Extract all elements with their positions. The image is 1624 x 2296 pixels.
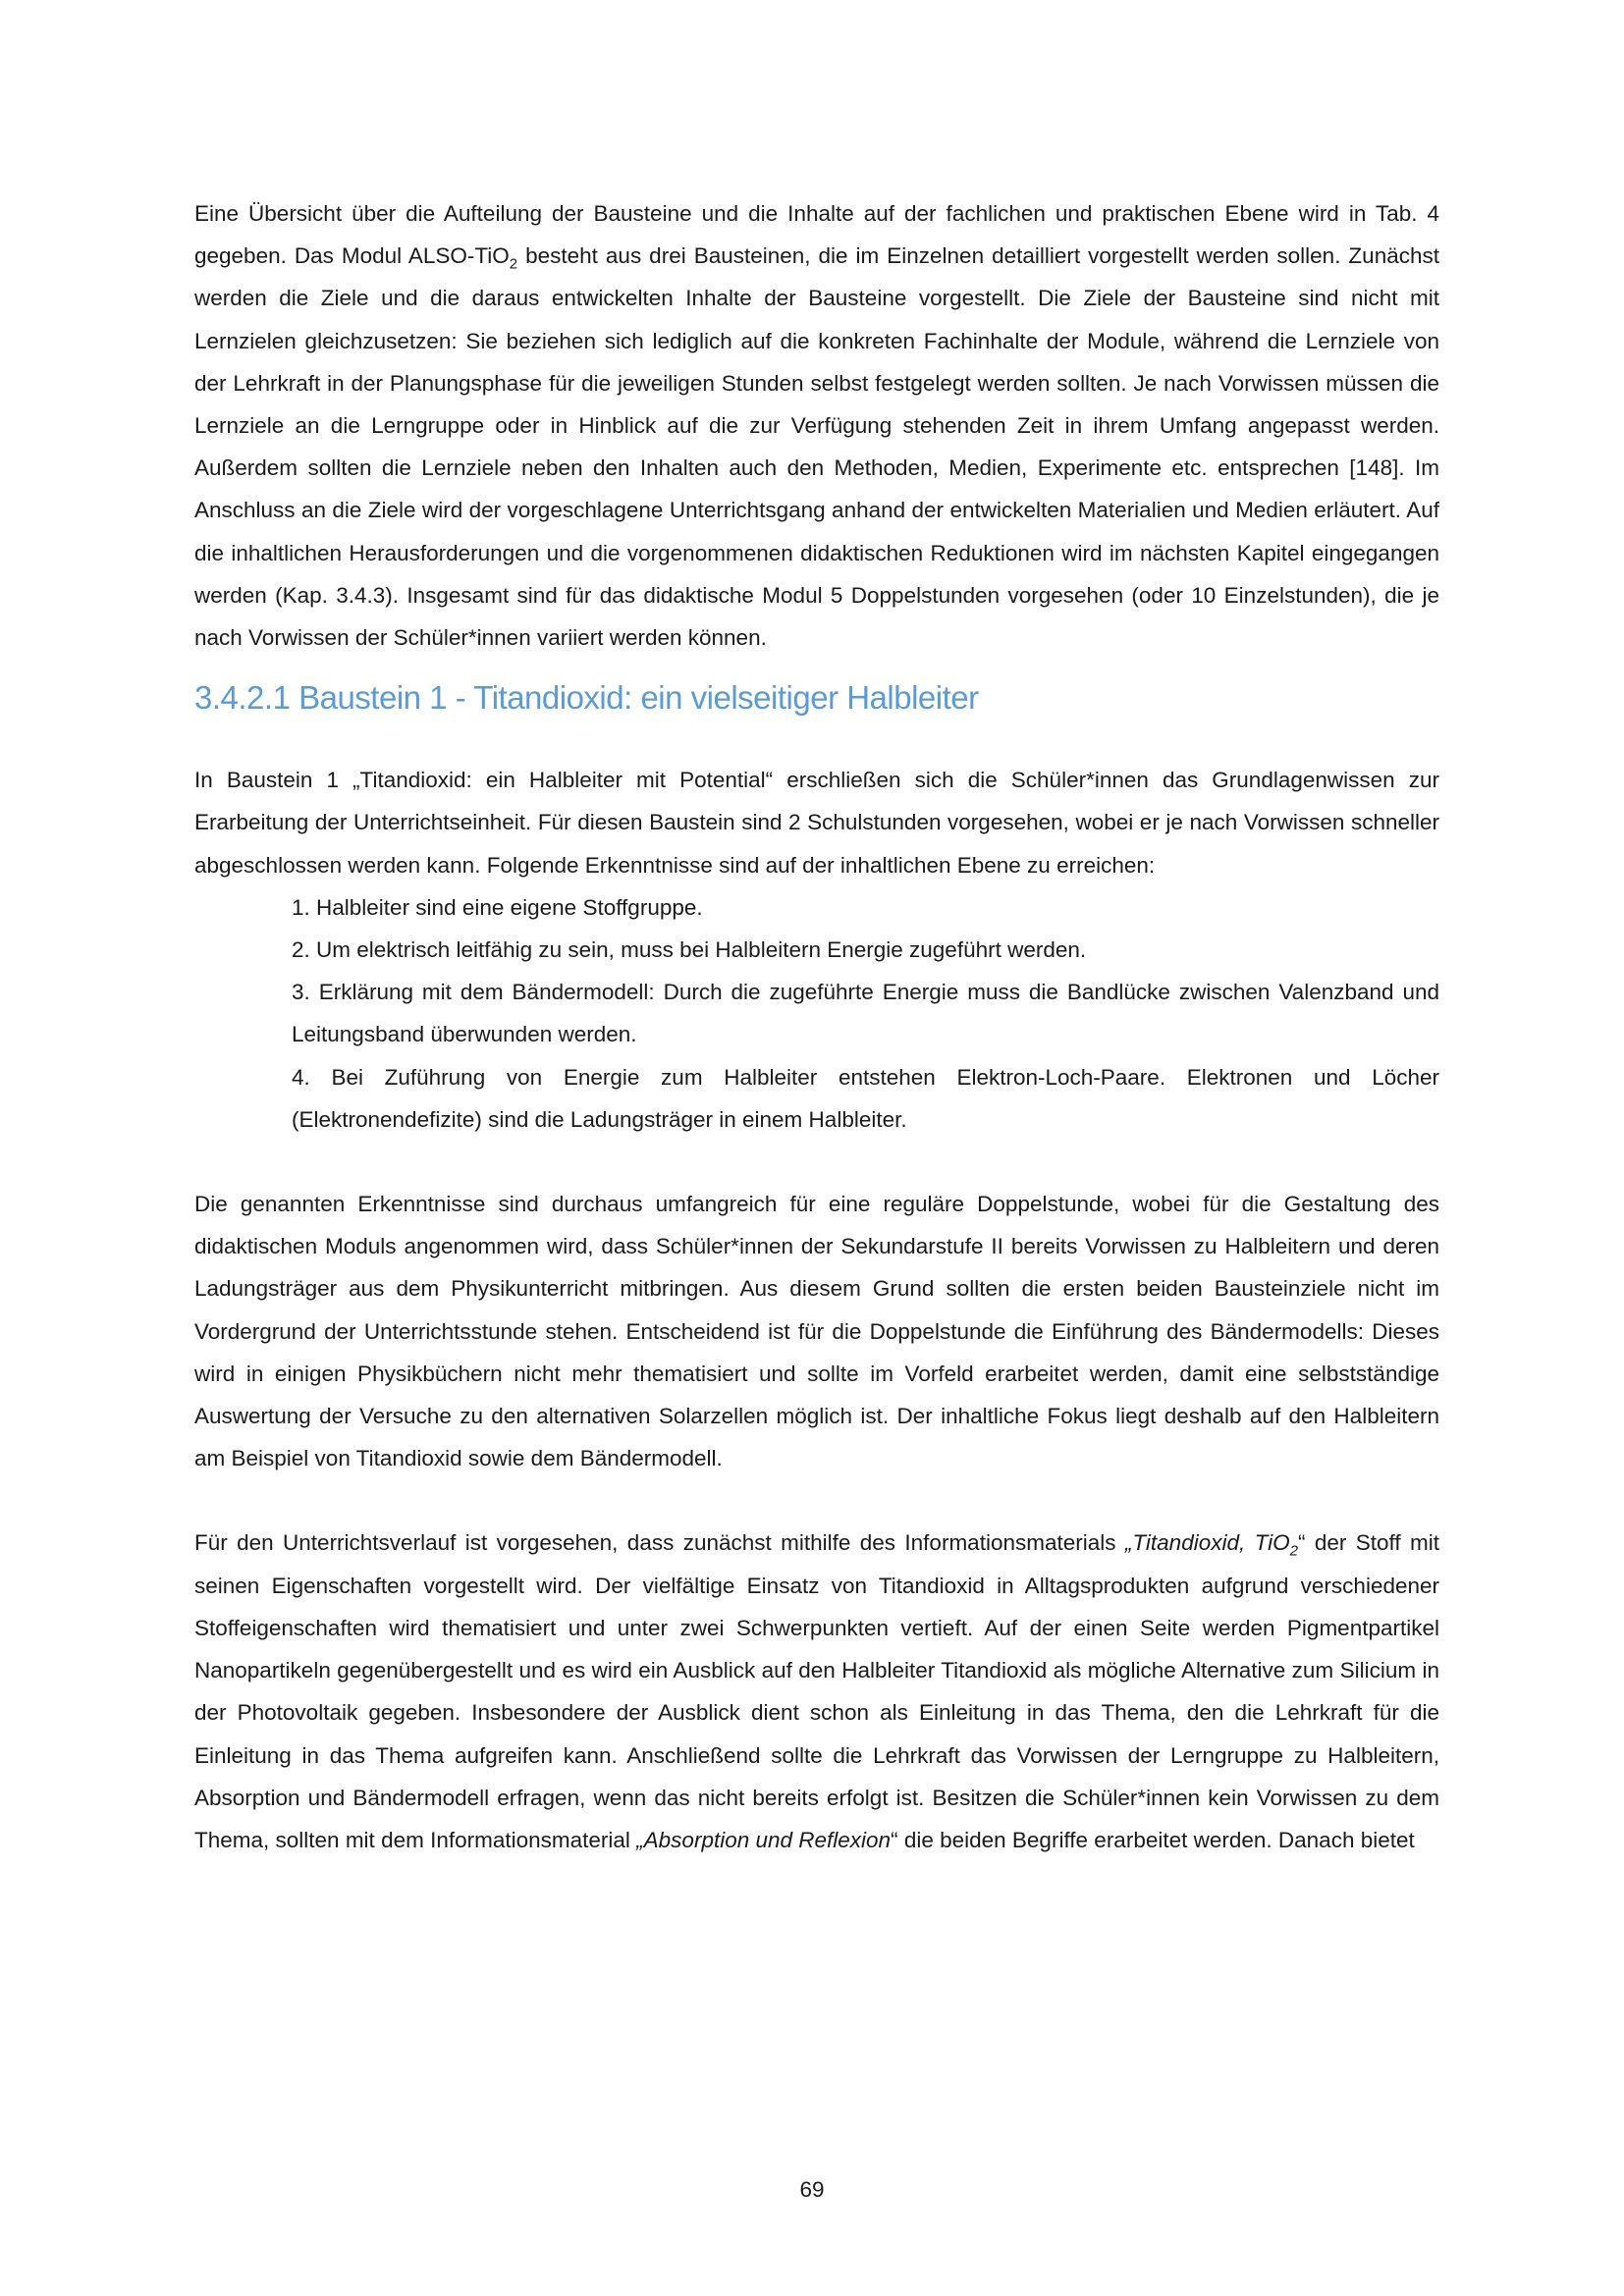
section-heading: 3.4.2.1 Baustein 1 - Titandioxid: ein vielseitiger Halbleiter (194, 679, 979, 717)
list-item: 1. Halbleiter sind eine eigene Stoffgruppe. (292, 894, 703, 920)
text-span: „Titandioxid, TiO (1124, 1530, 1290, 1556)
page-number: 69 (799, 2177, 825, 2202)
text-span: Für den Unterrichtsverlauf ist vorgesehen, dass zunächst mithilfe des Informationsmaterials (194, 1530, 1125, 1556)
findings-list (194, 886, 1439, 1141)
document-page (194, 192, 1439, 1861)
subscript: 2 (1289, 1542, 1298, 1560)
material-title (1124, 1530, 1298, 1560)
paragraph-lesson-flow (194, 1522, 1439, 1861)
list-item: 2. Um elektrisch leitfähig zu sein, muss bei Halbleitern Energie zugeführt werden. (292, 937, 1087, 963)
paragraph-baustein-intro: In Baustein 1 „Titandioxid: ein Halbleiter mit Potential“ erschließen sich die Schüler*innen das Grundlagenwissen zur Erarbeitung der Unterrichtseinheit. Für diesen Baustein sind 2 Schulstunden vorgesehen, wobei er je nach Vorwissen schneller abgeschlossen werden kann. Folgende Erkenntnisse sind auf der inhaltlichen Ebene zu erreichen: (194, 768, 1439, 878)
text-span: “ der Stoff mit seinen Eigenschaften vorgestellt wird. Der vielfältige Einsatz von Titandioxid in Alltagsprodukten aufgrund verschiedener Stoffeigenschaften wird thematisiert und unter zwei Schwerpunkten vertieft. Auf der einen Seite werden Pigmentpartikel Nanopartikeln gegenübergestellt und es wird ein Ausblick auf den Halbleiter Titandioxid als mögliche Alternative zum Silicium in der Photovoltaik gegeben. Insbesondere der Ausblick dient schon als Einleitung in das Thema, den die Lehrkraft für die Einleitung in das Thema aufgreifen kann. Anschließend sollte die Lehrkraft das Vorwissen der Lerngruppe zu Halbleitern, Absorption und Bändermodell erfragen, wenn das nicht bereits erfolgt ist. Besitzen die Schüler*innen kein Vorwissen zu dem Thema, sollten mit dem Informationsmaterial (194, 1530, 1439, 1852)
paragraph-focus: Die genannten Erkenntnisse sind durchaus umfangreich für eine reguläre Doppelstunde, wobei für die Gestaltung des didaktischen Moduls angenommen wird, dass Schüler*innen der Sekundarstufe II bereits Vorwissen zu Halbleitern und deren Ladungsträger aus dem Physikunterricht mitbringen. Aus diesem Grund sollten die ersten beiden Bausteinziele nicht im Vordergrund der Unterrichtsstunde stehen. Entscheidend ist für die Doppelstunde die Einführung des Bändermodells: Dieses wird in einigen Physikbüchern nicht mehr thematisiert und sollte im Vorfeld erarbeitet werden, damit eine selbstständige Auswertung der Versuche zu den alternativen Solarzellen möglich ist. Der inhaltliche Fokus liegt deshalb auf den Halbleitern am Beispiel von Titandioxid sowie dem Bändermodell. (194, 1192, 1439, 1471)
paragraph-overview (194, 192, 1439, 659)
text-span: “ die beiden Begriffe erarbeitet werden. Danach bietet (891, 1827, 1415, 1852)
text-span: besteht aus drei Bausteinen, die im Einzelnen detailliert vorgestellt werden sollen. Zunächst werden die Ziele und die daraus entwickelten Inhalte der Bausteine vorgestellt. Die Ziele der Bausteine sind nicht mit Lernzielen gleichzusetzen: Sie beziehen sich lediglich auf die konkreten Fachinhalte der Module, während die Lernziele von der Lehrkraft in der Planungsphase für die jeweiligen Stunden selbst festgelegt werden sollten. Je nach Vorwissen müssen die Lernziele an die Lerngruppe oder in Hinblick auf die zur Verfügung stehenden Zeit in ihrem Umfang angepasst werden. Außerdem sollten die Lernziele neben den Inhalten auch den Methoden, Medien, Experimente etc. entsprechen [148]. Im Anschluss an die Ziele wird der vorgeschlagene Unterrichtsgang anhand der entwickelten Materialien und Medien erläutert. Auf die inhaltlichen Herausforderungen und die vorgenommenen didaktischen Reduktionen wird im nächsten Kapitel eingegangen werden (Kap. 3.4.3). Insgesamt sind für das didaktische Modul 5 Doppelstunden vorgesehen (oder 10 Einzelstunden), die je nach Vorwissen der Schüler*innen variiert werden können. (194, 243, 1439, 651)
list-item: 4. Bei Zuführung von Energie zum Halbleiter entstehen Elektron-Loch-Paare. Elektronen und Löcher (Elektronendefizite) sind die Ladungsträger in einem Halbleiter. (292, 1064, 1439, 1132)
subscript: 2 (509, 255, 518, 273)
material-title: „Absorption und Reflexion (636, 1827, 892, 1852)
text-span: Eine Übersicht über die Aufteilung der Bausteine und die Inhalte auf der fachlichen und praktischen Ebene wird in Tab. 4 gegeben. Das Modul ALSO-TiO (194, 201, 1439, 269)
list-item: 3. Erklärung mit dem Bändermodell: Durch die zugeführte Energie muss die Bandlücke zwischen Valenzband und Leitungsband überwunden werden. (292, 980, 1439, 1047)
